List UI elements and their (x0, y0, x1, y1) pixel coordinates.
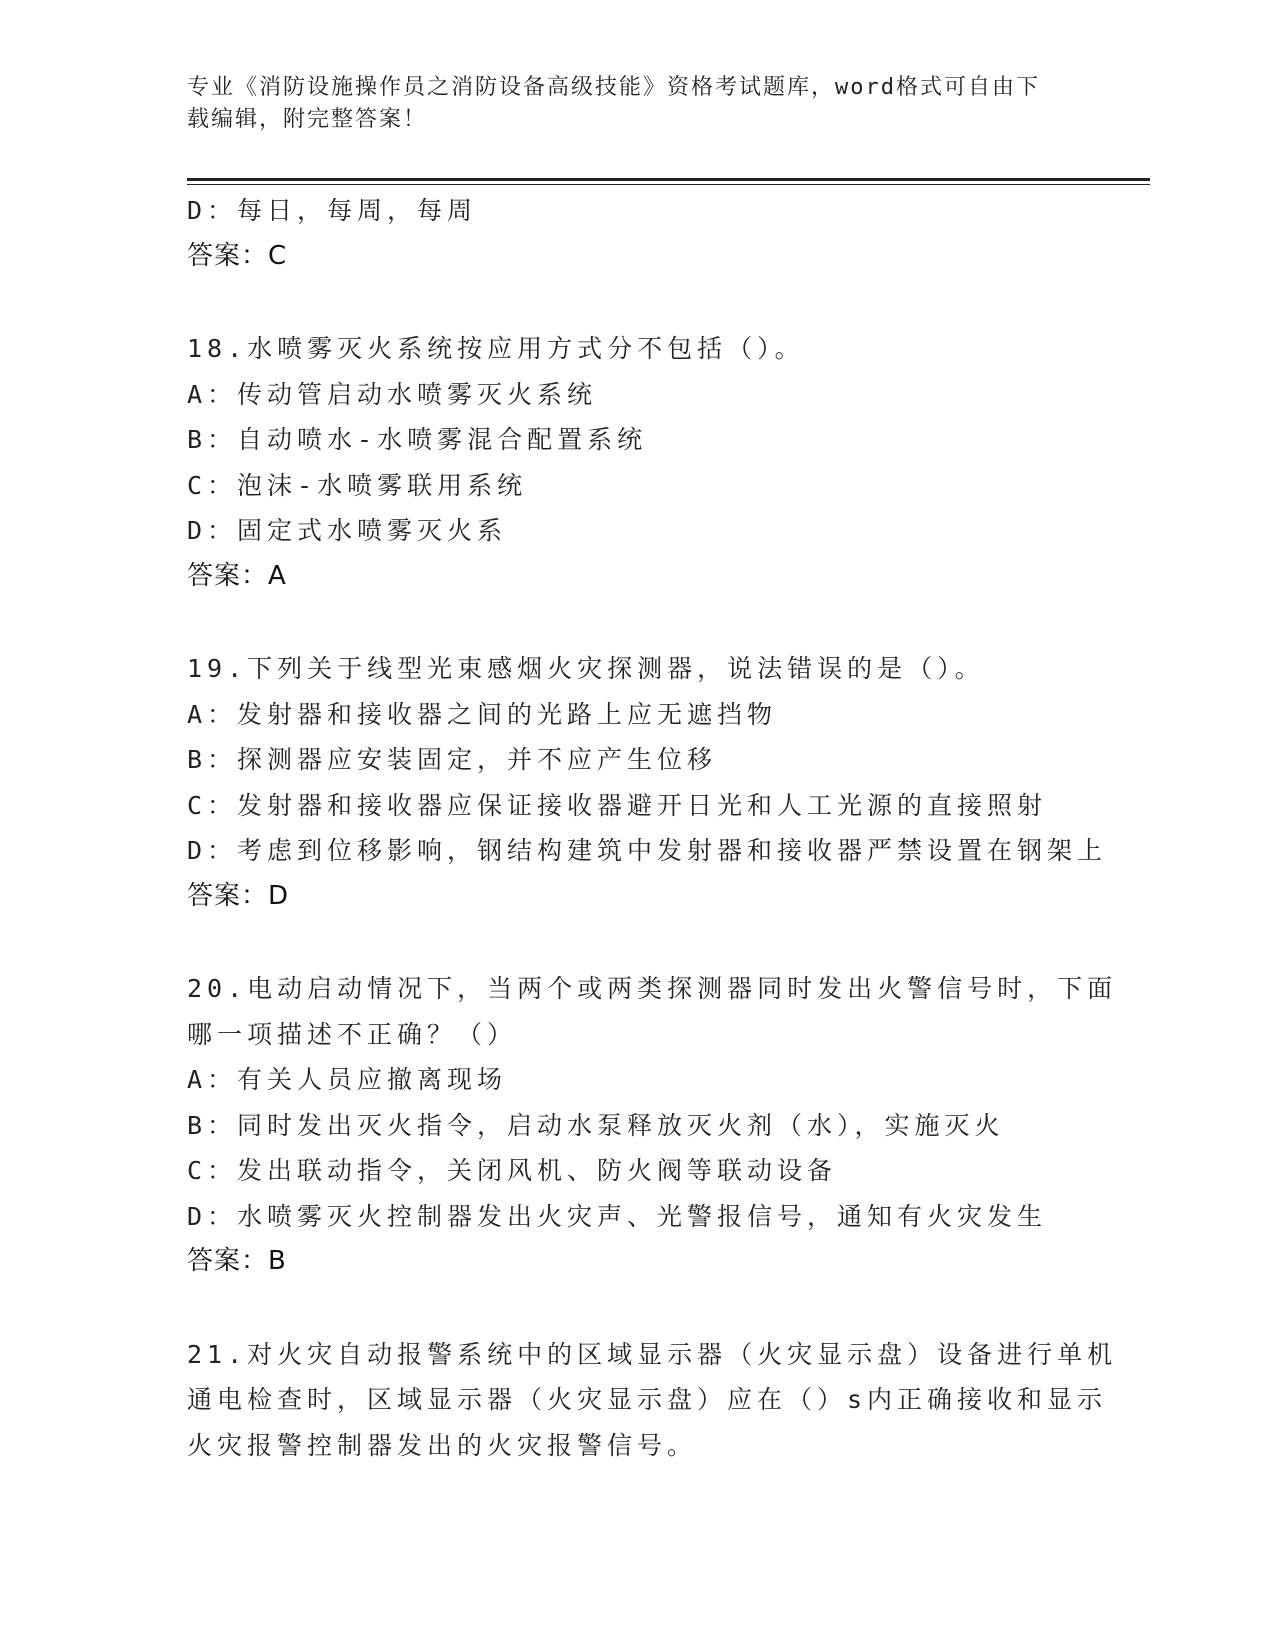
question-stem-continued: 火灾报警控制器发出的火灾报警信号。 (187, 1430, 698, 1460)
document-header (187, 72, 1067, 136)
answer: 答案：A (187, 560, 287, 591)
option-b: B：同时发出灭火指令，启动水泵释放灭火剂（水），实施灭火 (187, 1110, 1005, 1140)
spacer (187, 919, 1150, 966)
question-stem-continued: 哪一项描述不正确？（） (187, 1019, 518, 1049)
option-a: A：传动管启动水喷雾灭火系统 (187, 379, 598, 409)
header-divider-thick (187, 178, 1150, 181)
answer: 答案：D (187, 880, 290, 911)
spacer (187, 1285, 1150, 1332)
question-stem: 20.电动启动情况下，当两个或两类探测器同时发出火警信号时，下面 (187, 974, 1118, 1003)
option-c: C：泡沫-水喷雾联用系统 (187, 470, 528, 500)
option-a: A：发射器和接收器之间的光路上应无遮挡物 (187, 699, 778, 729)
option-d: D：水喷雾灭火控制器发出火灾声、光警报信号，通知有火灾发生 (187, 1201, 1048, 1231)
option-c: C：发出联动指令，关闭风机、防火阀等联动设备 (187, 1156, 838, 1185)
question-stem: 21.对火灾自动报警系统中的区域显示器（火灾显示盘）设备进行单机 (187, 1339, 1118, 1369)
spacer (187, 279, 1150, 326)
header-line-1: 专业《消防设施操作员之消防设备高级技能》资格考试题库，word格式可自由下 (187, 75, 1040, 100)
question-content (187, 188, 1150, 1468)
question-20 (187, 966, 1150, 1285)
question-19 (187, 646, 1150, 919)
option-b: B：探测器应安装固定，并不应产生位移 (187, 745, 718, 774)
option-c: C：发射器和接收器应保证接收器避开日光和人工光源的直接照射 (187, 790, 1048, 820)
answer: 答案：B (187, 1246, 287, 1276)
option-b: B：自动喷水-水喷雾混合配置系统 (187, 425, 648, 454)
question-stem-continued: 通电检查时，区域显示器（火灾显示盘）应在（）s内正确接收和显示 (187, 1385, 1108, 1414)
option-a: A：有关人员应撤离现场 (187, 1065, 508, 1094)
question-stem: 19.下列关于线型光束感烟火灾探测器，说法错误的是（）。 (187, 654, 985, 683)
option-d: D：固定式水喷雾灭火系 (187, 516, 508, 545)
spacer (187, 599, 1150, 646)
header-divider-thin (187, 184, 1150, 185)
question-21 (187, 1332, 1150, 1469)
answer: 答案：C (187, 240, 288, 271)
option-d: D：考虑到位移影响，钢结构建筑中发射器和接收器严禁设置在钢架上 (187, 836, 1108, 865)
question-stem: 18.水喷雾灭火系统按应用方式分不包括（）。 (187, 334, 805, 363)
header-line-2: 载编辑，附完整答案！ (187, 107, 428, 132)
option-d: D：每日，每周，每周 (187, 196, 478, 225)
question-18 (187, 326, 1150, 599)
